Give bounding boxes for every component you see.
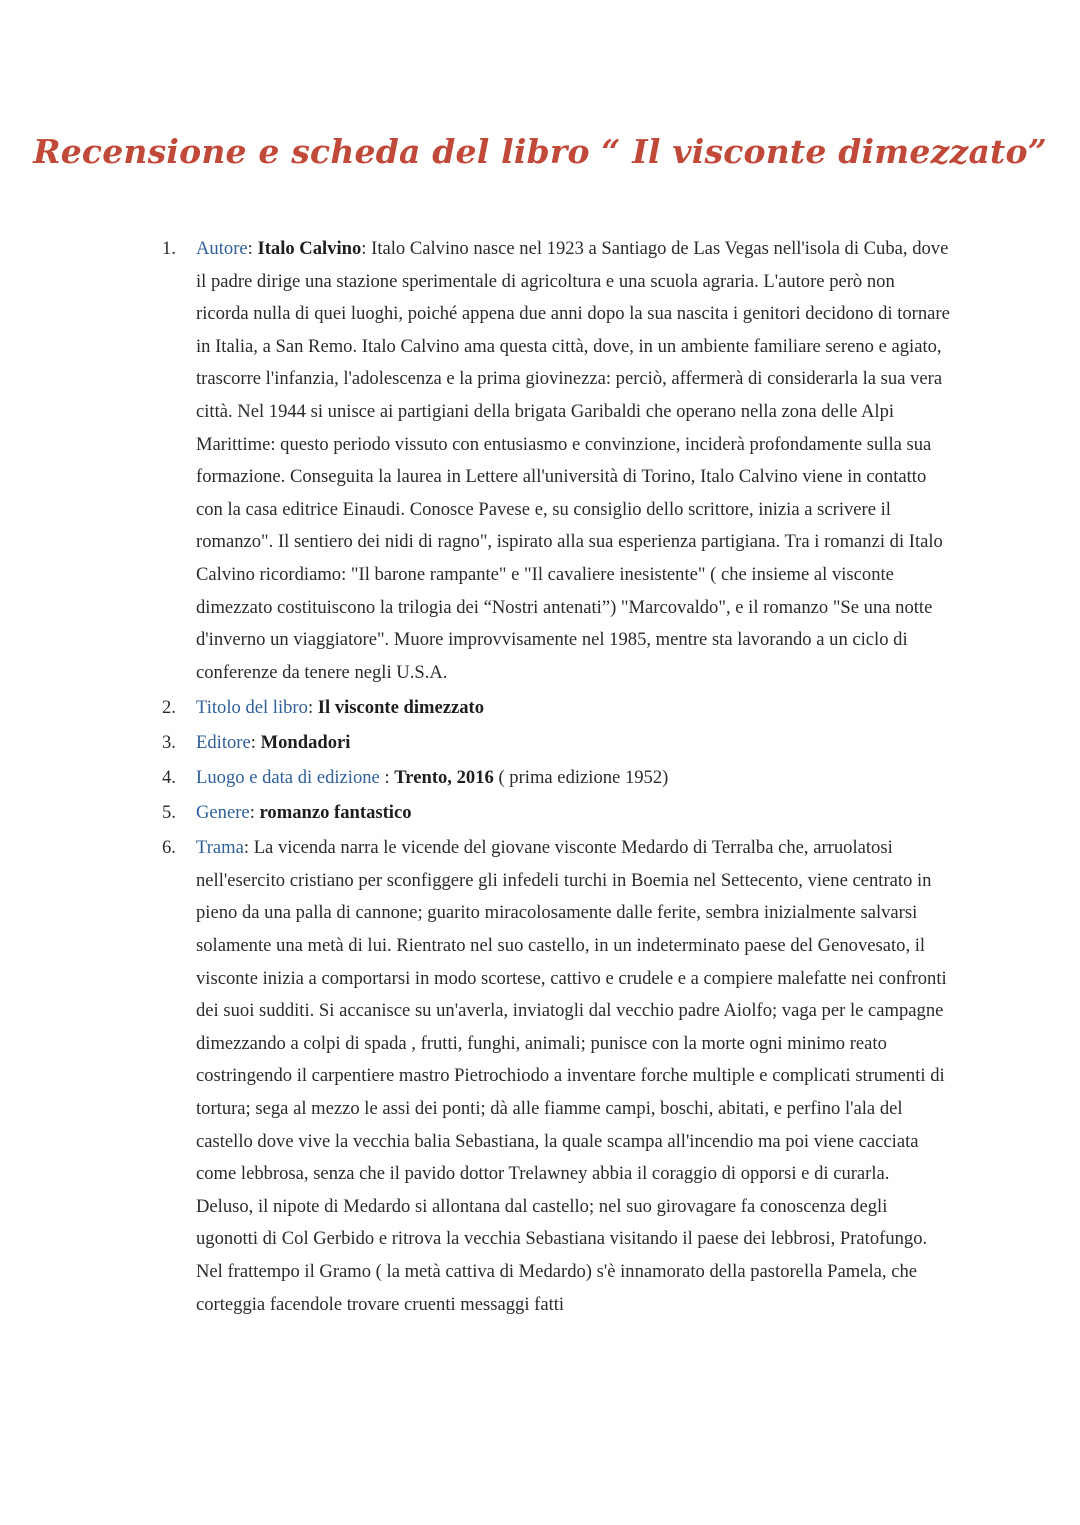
book-title-label: Titolo del libro [196,696,308,718]
plot-label: Trama [196,837,244,859]
plot-text: La vicenda narra le vicende del giovane visconte Medardo di Terralba che, arruolatosi nell'esercito cristiano per sconfiggere gli infedeli turchi in Boemia nel Settecento, viene centrato in pieno da una palla di cannone; guarito miracolosamente dalle ferite, sembra inizialmente salvarsi solamente una metà di lui. Rientrato nel suo castello, in un indeterminato paese del Genovesato, il visconte inizia a comportarsi in modo scortese, cattivo e crudele e a compiere malefatte nei confronti dei suoi sudditi. Si accanisce su un'averla, inviatogli dal vecchio padre Aiolfo; vaga per le campagne dimezzando a colpi di spada , frutti, funghi, animali; punisce con la morte ogni minimo reato costringendo il carpentiere mastro Pietrochiodo a inventare forche multiple e complicati strumenti di tortura; sega al mezzo le assi dei ponti; dà alle fiamme campi, boschi, abitati, e perfino l'ala del castello dove vive la vecchia balia Sebastiana, la quale scampa all'incendio ma poi viene cacciata come lebbrosa, senza che il pavido dottor Trelawney abbia il coraggio di opporsi e di curarla. Deluso, il nipote di Medardo si allontana dal castello; nel suo girovagare fa conoscenza degli ugonotti di Col Gerbido e ritrova la vecchia Sebastiana visitando il paese dei lebbrosi, Pratofungo. Nel frattempo il Gramo ( la metà cattiva di Medardo) s'è innamorato della pastorella Pamela, che corteggia facendole trovare cruenti messaggi fatti [196,837,947,1315]
edition-label: Luogo e data di edizione [196,767,380,788]
list-item-title [150,692,950,725]
item-number: 6. [162,837,176,859]
list-item-genre [150,797,950,830]
author-label: Autore [196,238,248,259]
list-item-edition [150,762,950,795]
genre-label: Genere [196,802,250,824]
item-number: 3. [162,731,176,753]
item-number: 5. [162,802,176,824]
genre-value: romanzo fantastico [259,802,412,824]
genre-paragraph: Genere: romanzo fantastico [196,802,412,824]
edition-extra: ( prima edizione 1952) [498,767,669,788]
document-title: Recensione e scheda del libro “ Il visconte dimezzato” [33,132,1047,171]
author-paragraph: Autore: Italo Calvino: Italo Calvino nasce nel 1923 a Santiago de Las Vegas nell'isola di Cuba, dove il padre dirige una stazione sperimentale di agricoltura e una scuola agraria. L'autore però non ricorda nulla di quei luoghi, poiché appena due anni dopo la sua nascita i genitori decidono di tornare in Italia, a San Remo. Italo Calvino ama questa città, dove, in un ambiente familiare sereno e agiato, trascorre l'infanzia, l'adolescenza e la prima giovinezza: perciò, affermerà di considerarla la sua vera città. Nel 1944 si unisce ai partigiani della brigata Garibaldi che operano nella zona delle Alpi Marittime: questo periodo vissuto con entusiasmo e convinzione, inciderà profondamente sulla sua formazione. Conseguita la laurea in Lettere all'università di Torino, Italo Calvino viene in contatto con la casa editrice Einaudi. Conosce Pavese e, su consiglio dello scrittore, inizia a scrivere il romanzo". Il sentiero dei nidi di ragno", ispirato alla sua esperienza partigiana. Tra i romanzi di Italo Calvino ricordiamo: "Il barone rampante" e "Il cavaliere inesistente" ( che insieme al visconte dimezzato costituiscono la trilogia dei “Nostri antenati”) "Marcovaldo", e il romanzo "Se una notte d'inverno un viaggiatore". Muore improvvisamente nel 1985, mentre sta lavorando a un ciclo di conferenze da tenere negli U.S.A. [196,238,950,683]
author-biography: Italo Calvino nasce nel 1923 a Santiago de Las Vegas nell'isola di Cuba, dove il padre dirige una stazione sperimentale di agricoltura e una scuola agraria. L'autore però non ricorda nulla di quei luoghi, poiché appena due anni dopo la sua nascita i genitori decidono di tornare in Italia, a San Remo. Italo Calvino ama questa città, dove, in un ambiente familiare sereno e agiato, trascorre l'infanzia, l'adolescenza e la prima giovinezza: perciò, affermerà di considerarla la sua vera città. Nel 1944 si unisce ai partigiani della brigata Garibaldi che operano nella zona delle Alpi Marittime: questo periodo vissuto con entusiasmo e convinzione, inciderà profondamente sulla sua formazione. Conseguita la laurea in Lettere all'università di Torino, Italo Calvino viene in contatto con la casa editrice Einaudi. Conosce Pavese e, su consiglio dello scrittore, inizia a scrivere il romanzo". Il sentiero dei nidi di ragno", ispirato alla sua esperienza partigiana. Tra i romanzi di Italo Calvino ricordiamo: "Il barone rampante" e "Il cavaliere inesistente" ( che insieme al visconte dimezzato costituiscono la trilogia dei “Nostri antenati”) "Marcovaldo", e il romanzo "Se una notte d'inverno un viaggiatore". Muore improvvisamente nel 1985, mentre sta lavorando a un ciclo di conferenze da tenere negli U.S.A. [196,238,950,683]
book-info-list [150,233,950,1324]
item-number: 4. [162,767,176,788]
title-paragraph: Titolo del libro: Il visconte dimezzato [196,696,485,718]
edition-value: Trento, 2016 [394,767,494,788]
publisher-paragraph: Editore: Mondadori [196,731,351,753]
plot-paragraph: Trama: La vicenda narra le vicende del giovane visconte Medardo di Terralba che, arruolatosi nell'esercito cristiano per sconfiggere gli infedeli turchi in Boemia nel Settecento, viene centrato in pieno da una palla di cannone; guarito miracolosamente dalle ferite, sembra inizialmente salvarsi solamente una metà di lui. Rientrato nel suo castello, in un indeterminato paese del Genovesato, il visconte inizia a comportarsi in modo scortese, cattivo e crudele e a compiere malefatte nei confronti dei suoi sudditi. Si accanisce su un'averla, inviatogli dal vecchio padre Aiolfo; vaga per le campagne dimezzando a colpi di spada , frutti, funghi, animali; punisce con la morte ogni minimo reato costringendo il carpentiere mastro Pietrochiodo a inventare forche multiple e complicati strumenti di tortura; sega al mezzo le assi dei ponti; dà alle fiamme campi, boschi, abitati, e perfino l'ala del castello dove vive la vecchia balia Sebastiana, la quale scampa all'incendio ma poi viene cacciata come lebbrosa, senza che il pavido dottor Trelawney abbia il coraggio di opporsi e di curarla. Deluso, il nipote di Medardo si allontana dal castello; nel suo girovagare fa conoscenza degli ugonotti di Col Gerbido e ritrova la vecchia Sebastiana visitando il paese dei lebbrosi, Pratofungo. Nel frattempo il Gramo ( la metà cattiva di Medardo) s'è innamorato della pastorella Pamela, che corteggia facendole trovare cruenti messaggi fatti [196,837,947,1315]
book-title-value: Il visconte dimezzato [317,696,485,718]
item-number: 1. [162,238,176,259]
publisher-label: Editore [196,731,251,753]
list-item-plot [150,832,950,1321]
list-item-author [150,233,950,689]
list-item-publisher [150,727,950,760]
publisher-value: Mondadori [260,731,351,753]
item-number: 2. [162,696,176,718]
edition-paragraph: Luogo e data di edizione : Trento, 2016 ( prima edizione 1952) [196,767,669,788]
author-value: Italo Calvino [257,238,362,259]
